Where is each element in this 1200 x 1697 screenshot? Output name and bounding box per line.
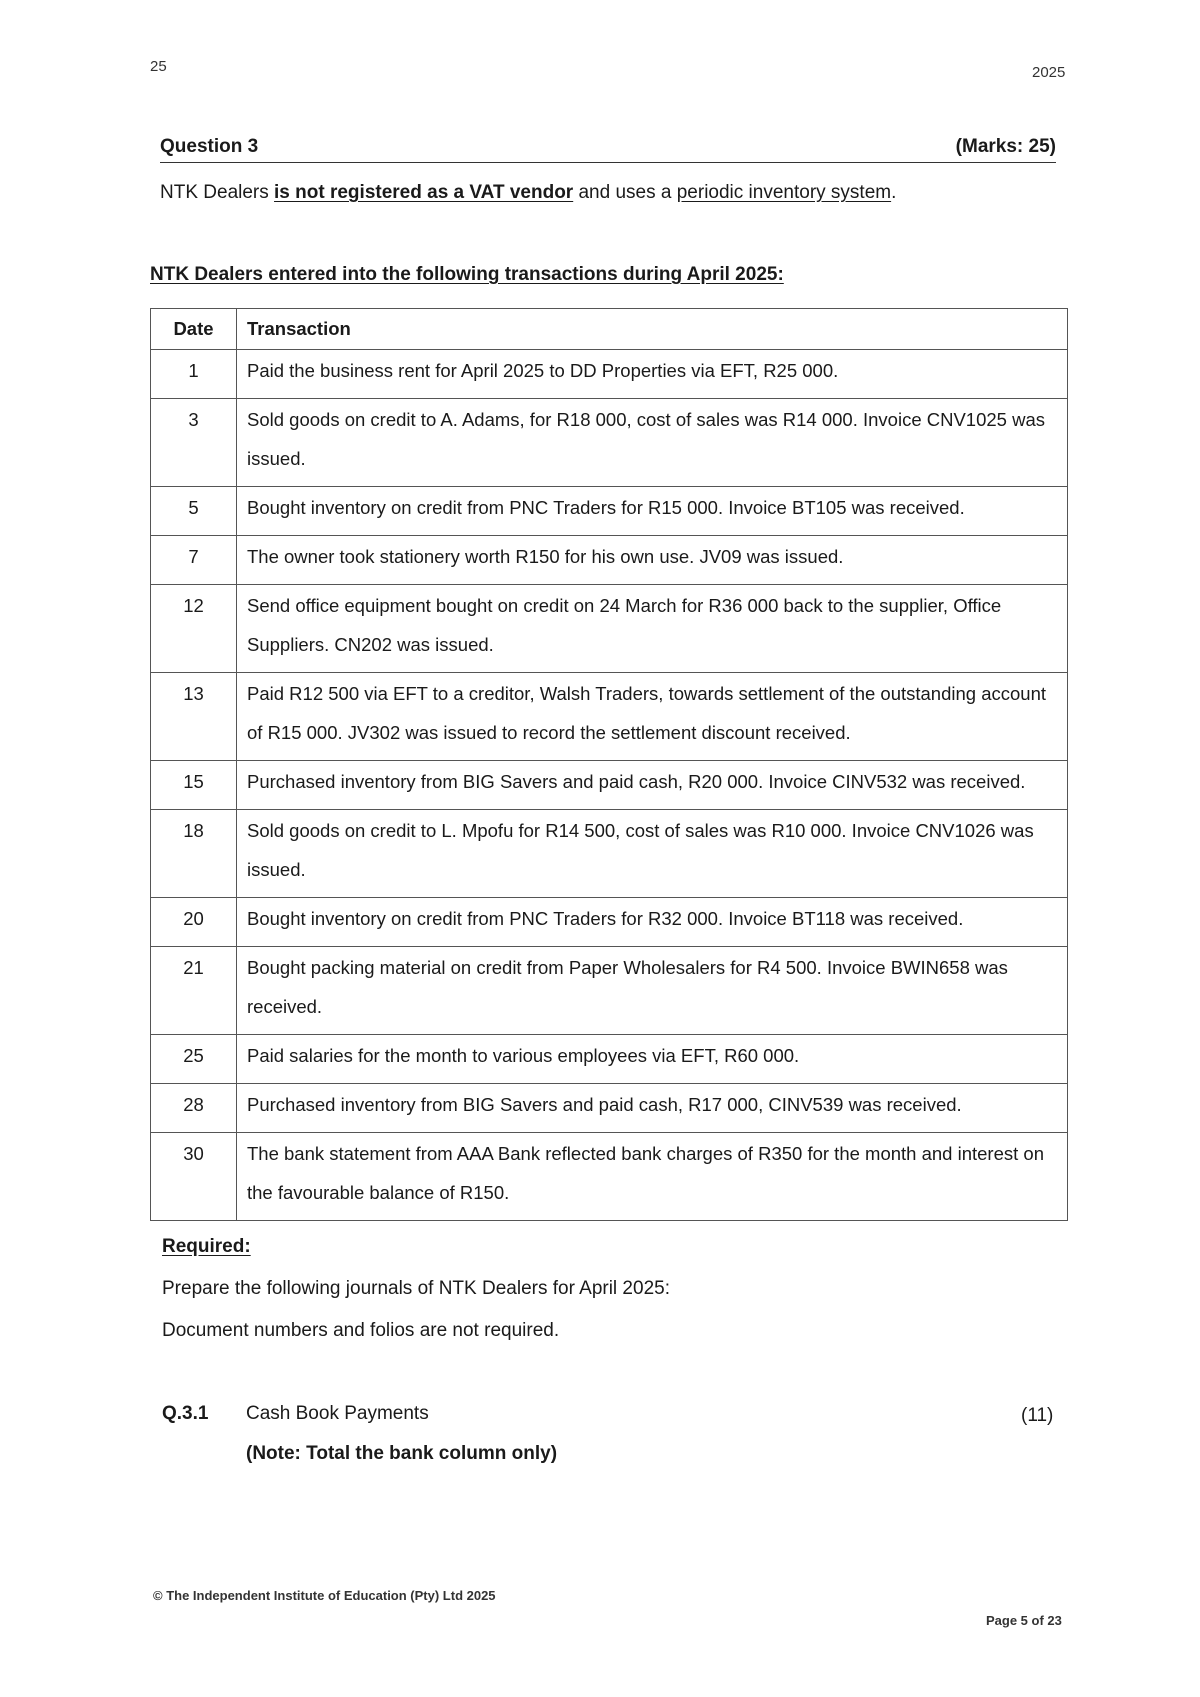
subquestion-note: (Note: Total the bank column only) (246, 1443, 558, 1464)
row-transaction-text: Paid salaries for the month to various employees via EFT, R60 000. (247, 1045, 800, 1066)
row-date: 25 (151, 1035, 237, 1084)
table-row (151, 585, 1068, 673)
required-instruction: Prepare the following journals of NTK Dealers for April 2025: (162, 1278, 670, 1299)
row-transaction-text: Send office equipment bought on credit on 24 March for R36 000 back to the supplier, Office Suppliers. CN202 was issued. (247, 595, 1002, 655)
intro-start: NTK Dealers (160, 182, 275, 203)
row-transaction-text: Sold goods on credit to A. Adams, for R18 000, cost of sales was R14 000. Invoice CNV1025 was issued. (247, 409, 1046, 469)
column-header-transaction: Transaction (237, 309, 1068, 350)
table-row (151, 536, 1068, 585)
header-year: 2025 (1032, 64, 1066, 81)
row-transaction-text: The owner took stationery worth R150 for his own use. JV09 was issued. (247, 546, 844, 567)
transactions-heading: NTK Dealers entered into the following transactions during April 2025: (150, 264, 784, 285)
row-date: 15 (151, 761, 237, 810)
row-transaction (237, 1035, 1068, 1084)
row-transaction (237, 761, 1068, 810)
page-corner-number: 25 (150, 58, 167, 75)
page-number: Page 5 of 23 (986, 1613, 1062, 1628)
row-date: 5 (151, 487, 237, 536)
question-title: Question 3 (160, 136, 259, 157)
row-transaction-text: Purchased inventory from BIG Savers and paid cash, R17 000, CINV539 was received. (247, 1094, 962, 1115)
row-transaction (237, 399, 1068, 487)
question-title-bar (160, 136, 1056, 163)
table-row (151, 487, 1068, 536)
footer-copyright: © The Independent Institute of Education (Pty) Ltd 2025 (153, 1588, 496, 1603)
row-transaction (237, 947, 1068, 1035)
row-transaction (237, 350, 1068, 399)
table-row (151, 1133, 1068, 1221)
row-transaction-text: Paid R12 500 via EFT to a creditor, Walsh Traders, towards settlement of the outstanding account of R15 000. JV302 was issued to record the settlement discount received. (247, 683, 1047, 743)
table-row (151, 1084, 1068, 1133)
question-intro (160, 182, 896, 204)
row-date: 13 (151, 673, 237, 761)
column-header-date: Date (151, 309, 237, 350)
subquestion-label: Cash Book Payments (246, 1403, 429, 1424)
row-transaction-text: Bought packing material on credit from Paper Wholesalers for R4 500. Invoice BWIN658 was received. (247, 957, 1008, 1017)
row-date: 30 (151, 1133, 237, 1221)
row-date: 20 (151, 898, 237, 947)
table-row (151, 947, 1068, 1035)
row-date: 12 (151, 585, 237, 673)
question-marks: (Marks: 25) (955, 136, 1056, 157)
row-date: 28 (151, 1084, 237, 1133)
row-transaction (237, 810, 1068, 898)
table-row (151, 898, 1068, 947)
row-date: 18 (151, 810, 237, 898)
subquestion-marks: (11) (1021, 1405, 1054, 1426)
row-transaction (237, 1084, 1068, 1133)
row-date: 1 (151, 350, 237, 399)
table-row (151, 761, 1068, 810)
row-transaction-text: Bought inventory on credit from PNC Traders for R15 000. Invoice BT105 was received. (247, 497, 965, 518)
intro-vat-status: is not registered as a VAT vendor (274, 182, 574, 203)
row-transaction-text: Sold goods on credit to L. Mpofu for R14 500, cost of sales was R10 000. Invoice CNV1026 was issued. (247, 820, 1034, 880)
subquestion-number: Q.3.1 (162, 1403, 209, 1424)
row-transaction-text: Purchased inventory from BIG Savers and paid cash, R20 000. Invoice CINV532 was received. (247, 771, 1026, 792)
table-row (151, 673, 1068, 761)
transactions-table (150, 308, 1068, 1221)
row-transaction-text: Paid the business rent for April 2025 to DD Properties via EFT, R25 000. (247, 360, 839, 381)
table-row (151, 1035, 1068, 1084)
required-note: Document numbers and folios are not required. (162, 1320, 560, 1341)
row-date: 3 (151, 399, 237, 487)
intro-inventory-system: periodic inventory system (676, 182, 892, 203)
row-transaction (237, 536, 1068, 585)
required-heading: Required: (162, 1236, 251, 1257)
row-transaction-text: Bought inventory on credit from PNC Traders for R32 000. Invoice BT118 was received. (247, 908, 964, 929)
row-transaction-text: The bank statement from AAA Bank reflected bank charges of R350 for the month and interest on the favourable balance of R150. (247, 1143, 1044, 1203)
table-header-row (151, 309, 1068, 350)
row-date: 21 (151, 947, 237, 1035)
row-transaction (237, 898, 1068, 947)
row-date: 7 (151, 536, 237, 585)
table-row (151, 350, 1068, 399)
table-row (151, 810, 1068, 898)
intro-mid: and uses a (573, 182, 677, 203)
intro-end: . (891, 182, 897, 203)
row-transaction (237, 487, 1068, 536)
row-transaction (237, 1133, 1068, 1221)
table-row (151, 399, 1068, 487)
row-transaction (237, 673, 1068, 761)
row-transaction (237, 585, 1068, 673)
